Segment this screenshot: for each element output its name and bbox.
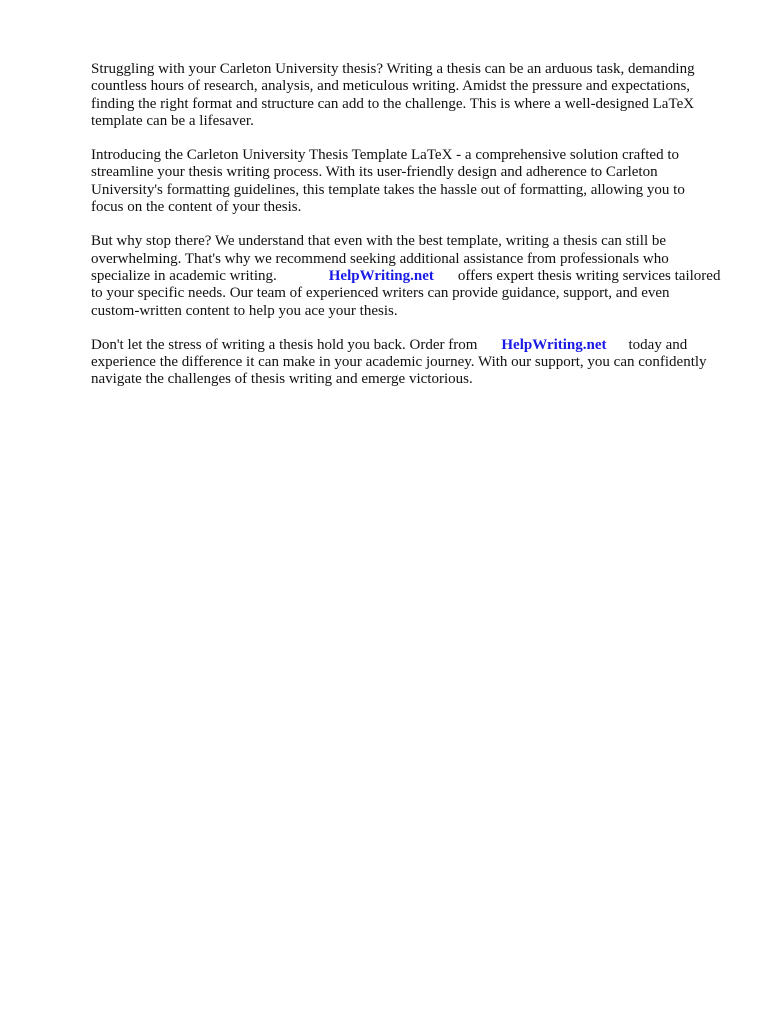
paragraph-order-after: today and experience the difference it can make in your academic journey. With our support, you can confidently navigate the challenges of thesis writing and emerge victorious. xyxy=(91,336,707,388)
paragraph-template: Introducing the Carleton University Thesis Template LaTeX - a comprehensive solution crafted to streamline your thesis writing process. With its user-friendly design and adherence to Carleton University's formatting guidelines, this template takes the hassle out of formatting, allowing you to focus on the content of your thesis. xyxy=(91,147,685,216)
paragraph-order-before: Don't let the stress of writing a thesis hold you back. Order from xyxy=(91,336,478,353)
paragraph-assistance xyxy=(91,233,721,319)
document-body xyxy=(91,61,721,406)
paragraph-assistance-before: But why stop there? We understand that even with the best template, writing a thesis can still be overwhelming. That's why we recommend seeking additional assistance from professionals who specialize in academic writing. xyxy=(91,233,669,284)
paragraph-intro: Struggling with your Carleton University thesis? Writing a thesis can be an arduous task, demanding countless hours of research, analysis, and meticulous writing. Amidst the pressure and expectations, finding the right format and structure can add to the challenge. This is where a well-designed LaTeX template can be a lifesaver. xyxy=(91,61,695,129)
paragraph-order xyxy=(91,337,721,389)
paragraph-assistance-after: offers expert thesis writing services tailored to your specific needs. Our team of experienced writers can provide guidance, support, and even custom-written content to help you ace your thesis. xyxy=(91,267,721,319)
helpwriting-link-2[interactable]: HelpWriting.net xyxy=(501,336,607,353)
helpwriting-link-1[interactable]: HelpWriting.net xyxy=(328,267,434,284)
